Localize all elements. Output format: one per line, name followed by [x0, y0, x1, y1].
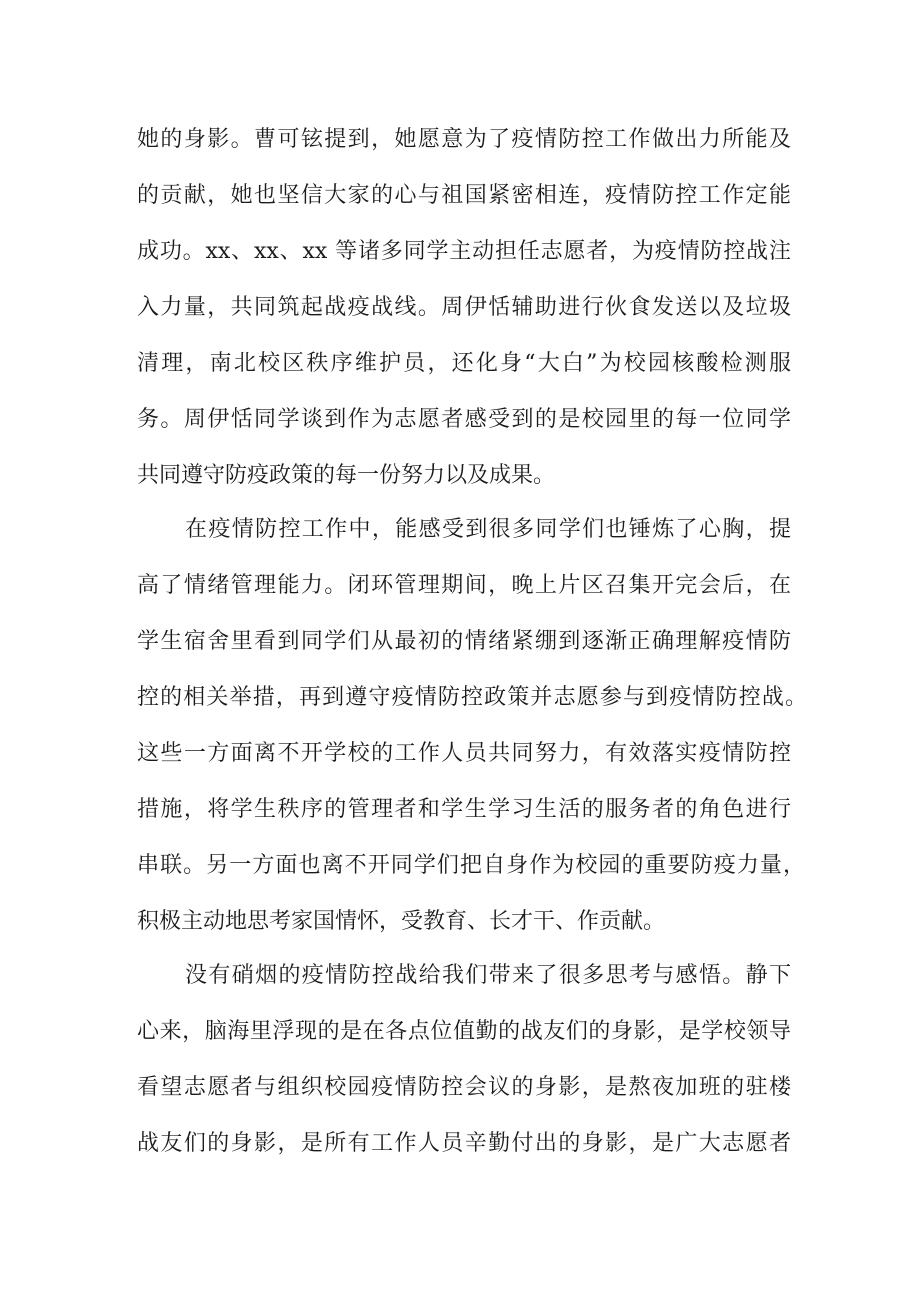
- paragraph-2-line-2: 高了情绪管理能力。闭环管理期间，晚上片区召集开完会后，在: [137, 573, 791, 598]
- paragraph-3-line-2: 心来，脑海里浮现的是在各点位值勤的战友们的身影，是学校领导: [137, 1019, 791, 1044]
- paragraph-2-line-7: 串联。另一方面也离不开同学们把自身作为校园的重要防疫力量，: [137, 853, 805, 878]
- paragraph-3-line-4: 战友们的身影，是所有工作人员辛勤付出的身影，是广大志愿者: [137, 1131, 791, 1156]
- paragraph-2-line-4: 控的相关举措，再到遵守疫情防控政策并志愿参与到疫情防控战。: [137, 685, 807, 710]
- paragraph-1-line-4: 入力量，共同筑起战疫战线。周伊恬辅助进行伙食发送以及垃圾: [137, 295, 791, 320]
- paragraph-1-line-1: 她的身影。曹可铉提到，她愿意为了疫情防控工作做出力所能及: [137, 127, 791, 152]
- paragraph-2-line-6: 措施，将学生秩序的管理者和学生学习生活的服务者的角色进行: [137, 797, 791, 822]
- paragraph-3-line-3: 看望志愿者与组织校园疫情防控会议的身影，是熬夜加班的驻楼: [137, 1075, 791, 1100]
- paragraph-1-line-6: 务。周伊恬同学谈到作为志愿者感受到的是校园里的每一位同学: [137, 407, 791, 432]
- paragraph-1-line-3: 成功。xx、xx、xx 等诸多同学主动担任志愿者，为疫情防控战注: [137, 239, 791, 264]
- paragraph-3-line-1: 没有硝烟的疫情防控战给我们带来了很多思考与感悟。静下: [185, 963, 791, 988]
- paragraph-1-line-5: 清理，南北校区秩序维护员，还化身“大白”为校园核酸检测服: [137, 351, 791, 376]
- paragraph-1-line-7: 共同遵守防疫政策的每一份努力以及成果。: [137, 463, 556, 488]
- paragraph-2-line-1: 在疫情防控工作中，能感受到很多同学们也锤炼了心胸，提: [185, 517, 791, 542]
- paragraph-2-line-8: 积极主动地思考家国情怀，受教育、长才干、作贡献。: [137, 909, 666, 934]
- paragraph-1-line-2: 的贡献，她也坚信大家的心与祖国紧密相连，疫情防控工作定能: [137, 183, 791, 208]
- paragraph-2-line-5: 这些一方面离不开学校的工作人员共同努力，有效落实疫情防控: [137, 741, 791, 766]
- paragraph-2-line-3: 学生宿舍里看到同学们从最初的情绪紧绷到逐渐正确理解疫情防: [137, 629, 791, 654]
